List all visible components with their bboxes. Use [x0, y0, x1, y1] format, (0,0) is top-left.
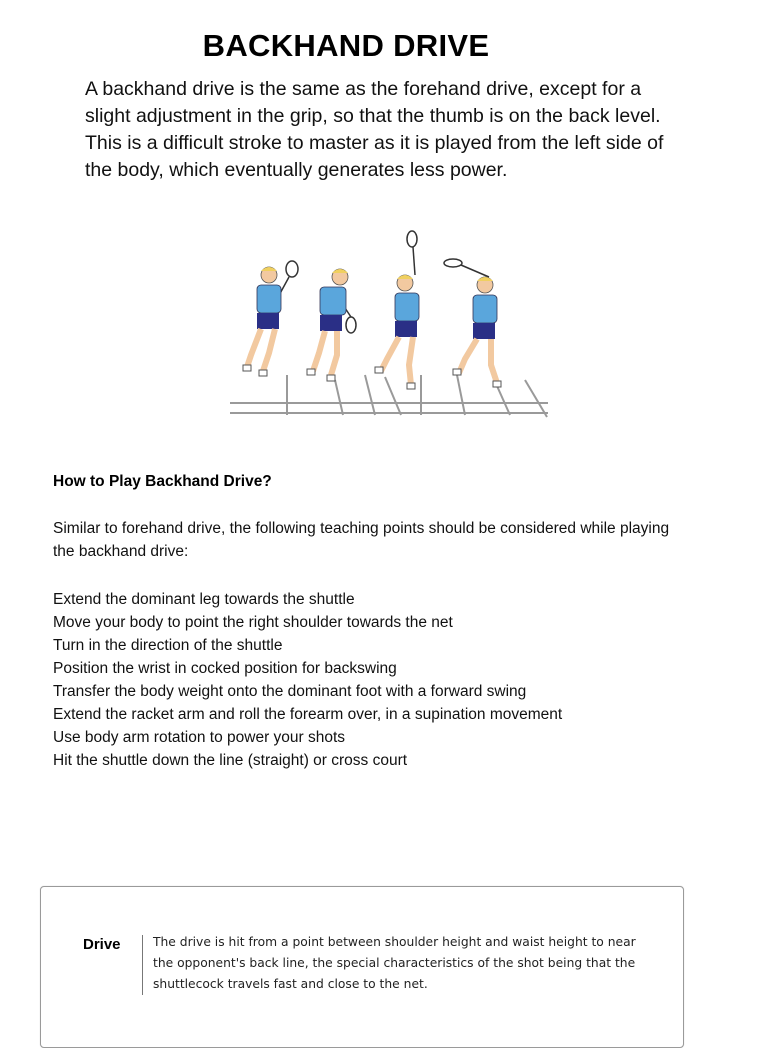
- list-item: Turn in the direction of the shuttle: [53, 637, 283, 654]
- list-item: Transfer the body weight onto the dominant foot with a forward swing: [53, 683, 527, 700]
- list-item: Hit the shuttle down the line (straight) or cross court: [53, 752, 408, 769]
- list-item: Use body arm rotation to power your shots: [53, 729, 346, 746]
- player-figure-4: [444, 259, 501, 387]
- teaching-points-list: [53, 588, 733, 772]
- backhand-drive-illustration: [225, 225, 555, 425]
- player-figure-2: [307, 269, 356, 381]
- badminton-player-sequence-icon: [225, 225, 555, 425]
- intro-paragraph: A backhand drive is the same as the forehand drive, except for a slight adjustment in the grip, so that the thumb is on the back level. This is a difficult stroke to master as it is played from the left side of the body, which eventually generates less power.: [85, 78, 664, 181]
- section-lead-paragraph: Similar to forehand drive, the following teaching points should be considered while playing the backhand drive:: [53, 520, 670, 560]
- list-item: Move your body to point the right shoulder towards the net: [53, 614, 453, 631]
- page-title: BACKHAND DRIVE: [202, 28, 490, 63]
- player-figure-1: [243, 261, 298, 376]
- list-item: Extend the racket arm and roll the forearm over, in a supination movement: [53, 706, 563, 723]
- definition-text: The drive is hit from a point between shoulder height and waist height to near the opponent's back line, the special characteristics of the shot being that the shuttlecock travels fast and close to the net.: [153, 935, 636, 991]
- definition-divider: [142, 935, 143, 995]
- player-figure-3: [375, 231, 419, 389]
- section-heading: How to Play Backhand Drive?: [53, 473, 272, 490]
- definition-term: Drive: [83, 936, 121, 953]
- list-item: Extend the dominant leg towards the shuttle: [53, 591, 355, 608]
- list-item: Position the wrist in cocked position for backswing: [53, 660, 397, 677]
